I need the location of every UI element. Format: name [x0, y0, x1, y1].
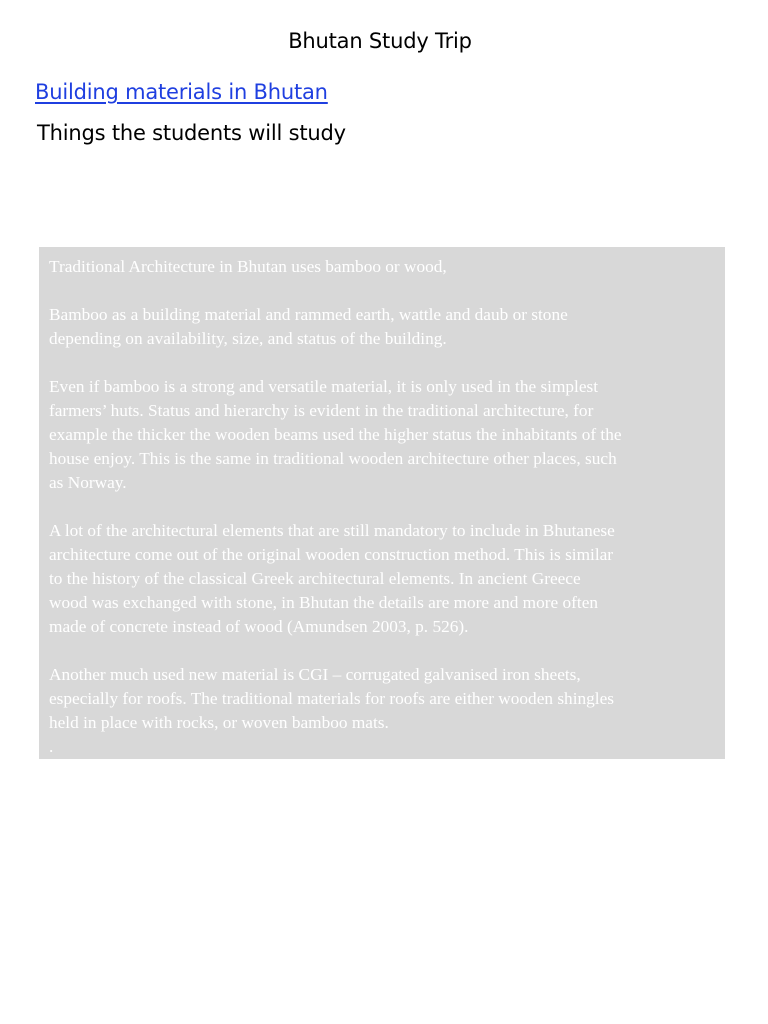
text-box	[39, 247, 725, 759]
paragraph-5: Another much used new material is CGI – corrugated galvanised iron sheets, especially for roofs. The traditional materials for roofs are either wooden shingles held in place with rocks, or woven bamboo mats.	[49, 665, 614, 732]
subheading: Things the students will study	[37, 121, 346, 145]
trailing-period: .	[49, 737, 54, 756]
paragraph-2: Bamboo as a building material and rammed earth, wattle and daub or stone depending on availability, size, and status of the building.	[49, 305, 568, 348]
paragraph-1: Traditional Architecture in Bhutan uses bamboo or wood,	[49, 257, 447, 276]
paragraph-4: A lot of the architectural elements that are still mandatory to include in Bhutanese architecture come out of the original wooden construction method. This is similar to the history of the classical Greek architectural elements. In ancient Greece wood was exchanged with stone, in Bhutan the details are more and more often made of concrete instead of wood (Amundsen 2003, p. 526).	[49, 521, 615, 636]
paragraph-3: Even if bamboo is a strong and versatile material, it is only used in the simplest farmers’ huts. Status and hierarchy is evident in the traditional architecture, for example the thicker the wooden beams used the higher status the inhabitants of the house enjoy. This is the same in traditional wooden architecture other places, such as Norway.	[49, 377, 622, 492]
building-materials-link[interactable]: Building materials in Bhutan	[35, 80, 328, 104]
page-title: Bhutan Study Trip	[288, 29, 472, 53]
